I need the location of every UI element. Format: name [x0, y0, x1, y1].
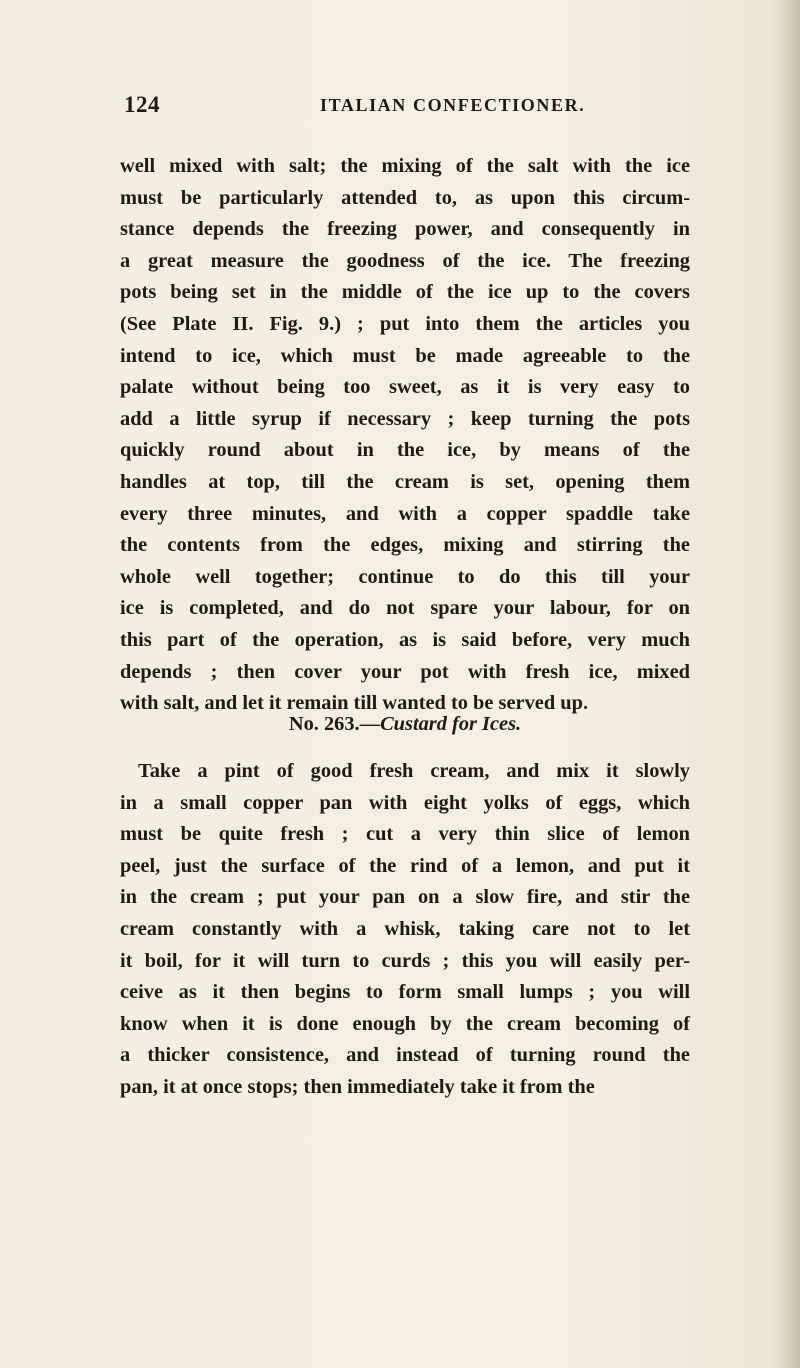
text-line: every three minutes, and with a copper spaddle take	[120, 502, 690, 525]
recipe-title: Custard for Ices.	[380, 713, 522, 735]
text-line: whole well together; continue to do this till your	[120, 565, 690, 588]
text-line: in a small copper pan with eight yolks of eggs, which	[120, 791, 690, 814]
text-line: a thicker consistence, and instead of turning round the	[120, 1044, 690, 1067]
text-line: handles at top, till the cream is set, opening them	[120, 470, 690, 493]
text-line: this part of the operation, as is said before, very much	[120, 628, 690, 651]
page-number: 124	[124, 92, 160, 117]
text-line: a great measure the goodness of the ice. The freezing	[120, 249, 690, 272]
text-line: know when it is done enough by the cream becoming of	[120, 1012, 690, 1035]
text-line: cream constantly with a whisk, taking care not to let	[120, 917, 690, 940]
page-header	[124, 92, 624, 122]
paragraph-custard-recipe	[120, 756, 690, 1104]
recipe-number: No. 263.—	[288, 713, 381, 735]
text-line: peel, just the surface of the rind of a lemon, and put it	[120, 854, 690, 877]
recipe-heading	[120, 713, 690, 736]
text-line: the contents from the edges, mixing and stirring the	[120, 534, 690, 557]
text-line: with salt, and let it remain till wanted to be served up.	[120, 692, 589, 715]
text-line: in the cream ; put your pan on a slow fire, and stir the	[120, 886, 690, 909]
text-line: ice is completed, and do not spare your labour, for on	[120, 597, 690, 620]
text-line: add a little syrup if necessary ; keep turning the pots	[120, 407, 690, 430]
text-line: well mixed with salt; the mixing of the salt with the ice	[120, 155, 690, 177]
text-line: stance depends the freezing power, and consequently in	[120, 218, 690, 241]
text-line: Take a pint of good fresh cream, and mix it slowly	[138, 760, 690, 782]
text-line: (See Plate II. Fig. 9.) ; put into them the articles you	[120, 312, 690, 335]
text-line: pan, it at once stops; then immediately take it from the	[120, 1075, 595, 1098]
text-line: palate without being too sweet, as it is very easy to	[120, 376, 690, 399]
page-edge-shadow	[778, 0, 800, 1368]
running-head: ITALIAN CONFECTIONER.	[320, 95, 586, 115]
paragraph-freezing-method	[120, 151, 690, 720]
text-line: must be particularly attended to, as upon this circum-	[120, 186, 690, 209]
text-line: quickly round about in the ice, by means of the	[120, 439, 690, 462]
text-line: depends ; then cover your pot with fresh ice, mixed	[120, 660, 690, 683]
text-line: pots being set in the middle of the ice up to the covers	[120, 281, 690, 304]
text-line: intend to ice, which must be made agreeable to the	[120, 344, 690, 367]
text-line: must be quite fresh ; cut a very thin slice of lemon	[120, 823, 690, 846]
text-line: ceive as it then begins to form small lumps ; you will	[120, 981, 690, 1004]
text-line: it boil, for it will turn to curds ; this you will easily per-	[120, 949, 690, 972]
